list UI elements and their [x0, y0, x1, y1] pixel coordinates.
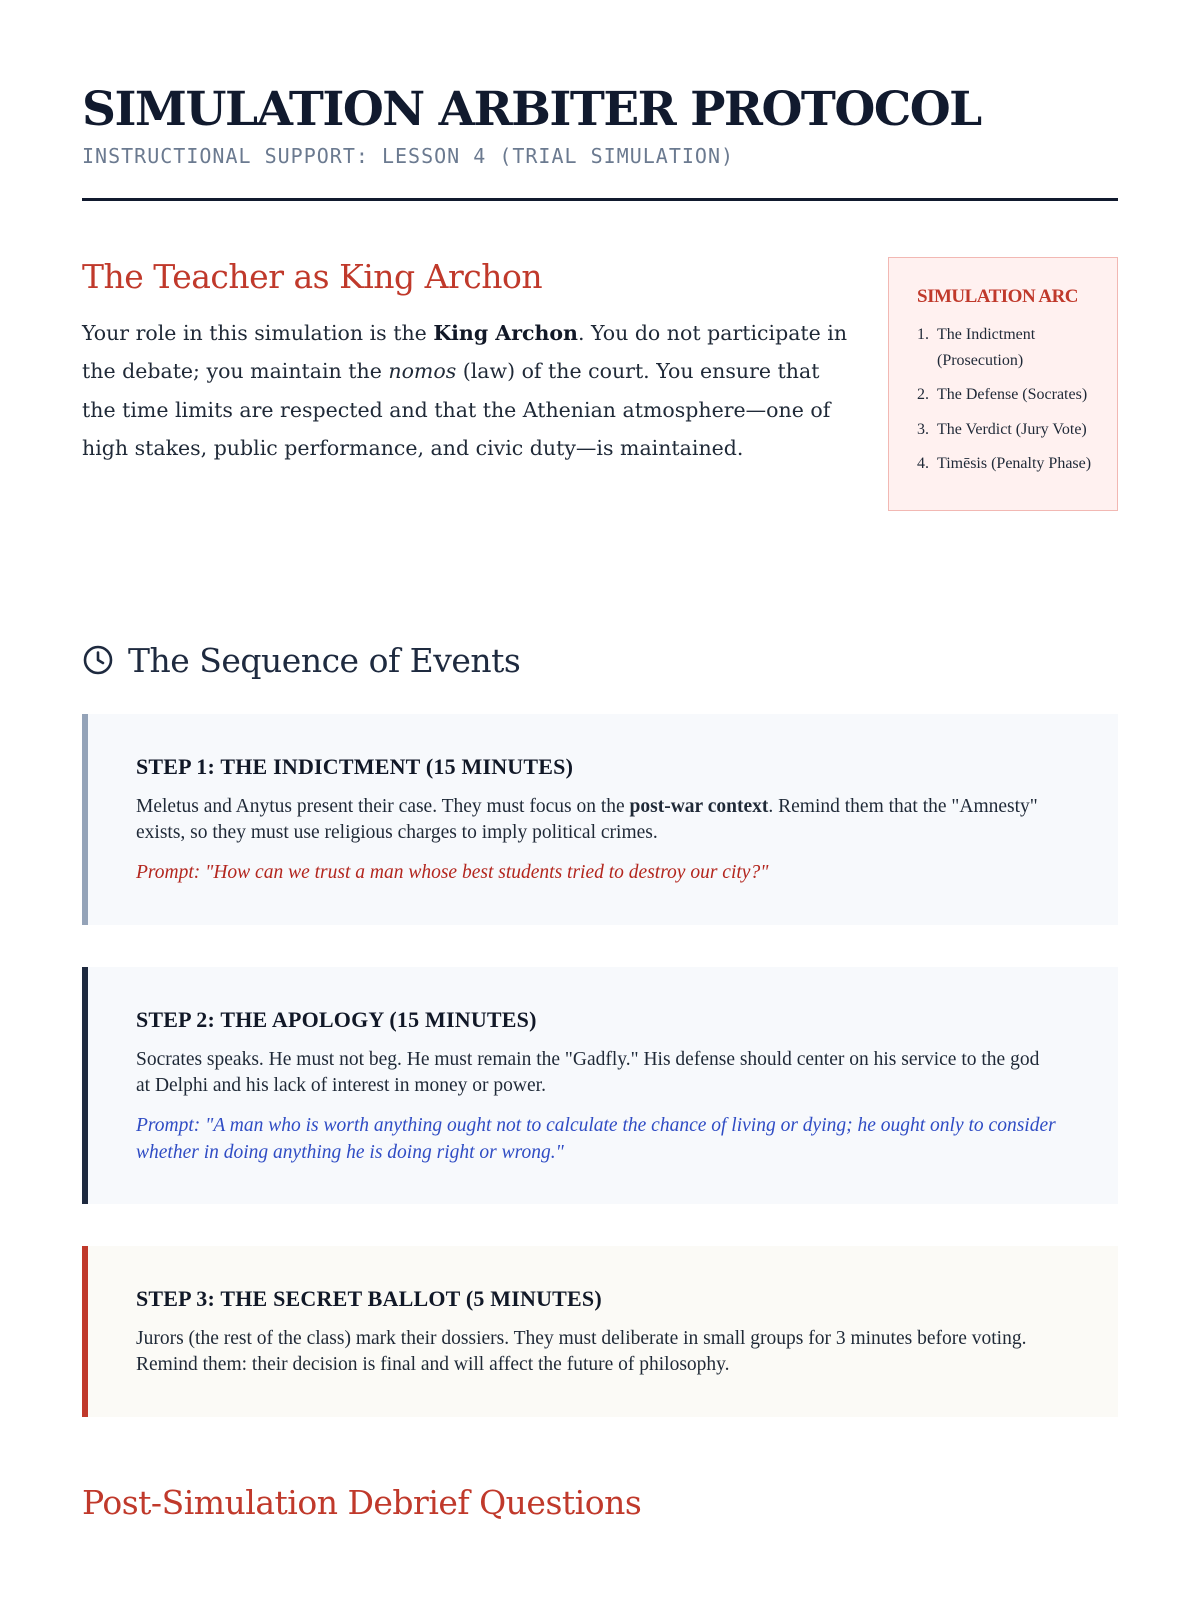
- intro-heading: The Teacher as King Archon: [82, 256, 543, 296]
- intro-text-3: (law) of the court. You ensure that the time limits are respected and that the Athenian atmosphere—one of high stakes, public performance, and civic duty—is maintained.: [82, 359, 831, 461]
- step-title: STEP 1: THE INDICTMENT (15 MINUTES): [136, 753, 574, 779]
- step-card-secret-ballot: [82, 1246, 1118, 1417]
- arc-item-label: The Verdict (Jury Vote): [937, 420, 1087, 438]
- clock-icon: [82, 644, 114, 676]
- intro-main: [82, 257, 852, 468]
- intro-paragraph: [82, 314, 852, 468]
- arc-list: [917, 322, 1095, 478]
- arc-item-number: 4.: [917, 455, 929, 473]
- step-text: Jurors (the rest of the class) mark their dossiers. They must deliberate in small groups for 3 minutes before voting. Remind them: their decision is final and will affect the future of philosophy.: [136, 1327, 1027, 1376]
- step-card-indictment: [82, 714, 1118, 925]
- arc-item: [917, 417, 1095, 443]
- arc-item-number: 2.: [917, 386, 929, 404]
- sequence-heading: The Sequence of Events: [128, 640, 521, 680]
- step-text: [136, 794, 1058, 847]
- step-prompt: Prompt: "A man who is worth anything ought not to calculate the chance of living or dying; he ought only to consider whether in doing anything he is doing right or wrong.": [136, 1115, 1056, 1163]
- page-title: SIMULATION ARBITER PROTOCOL: [82, 82, 981, 137]
- intro-nomos: nomos: [388, 359, 457, 384]
- intro-section: [82, 257, 1118, 587]
- intro-text-1: Your role in this simulation is the: [82, 320, 434, 345]
- step-title: STEP 2: THE APOLOGY (15 MINUTES): [136, 1006, 537, 1032]
- arc-title: SIMULATION ARC: [917, 285, 1079, 307]
- intro-role: King Archon: [433, 320, 578, 345]
- arc-item-label: The Defense (Socrates): [937, 386, 1088, 404]
- arc-item: [917, 322, 1095, 375]
- step-title: STEP 3: THE SECRET BALLOT (5 MINUTES): [136, 1285, 602, 1311]
- header-divider: [82, 198, 1118, 201]
- arc-item-number: 1.: [917, 325, 929, 343]
- header: [82, 0, 1118, 201]
- step-text-1: Meletus and Anytus present their case. They must focus on the: [136, 795, 630, 817]
- step-text-2: . Remind them that the "Amnesty" exists, so they must use religious charges to imply political crimes.: [136, 795, 1038, 843]
- step-text-bold: post-war context: [629, 795, 769, 817]
- arc-item-label: The Indictment (Prosecution): [937, 325, 1036, 370]
- sequence-heading-row: [82, 641, 1118, 680]
- arc-item-number: 3.: [917, 420, 929, 438]
- arc-item-label: Timēsis (Penalty Phase): [937, 455, 1092, 473]
- arc-item: [917, 382, 1095, 408]
- debrief-section: [82, 1483, 1118, 1522]
- step-text: Socrates speaks. He must not beg. He must remain the "Gadfly." His defense should center on his service to the god at Delphi and his lack of interest in money or power.: [136, 1048, 1040, 1096]
- intro-text-2: . You do not participate in the debate; you maintain the: [82, 320, 848, 384]
- step-card-apology: [82, 967, 1118, 1204]
- step-prompt: Prompt: "How can we trust a man whose best students tried to destroy our city?": [136, 862, 769, 884]
- simulation-arc-box: [888, 257, 1118, 511]
- debrief-heading: Post-Simulation Debrief Questions: [82, 1482, 642, 1522]
- arc-item: [917, 451, 1095, 477]
- page-subtitle: INSTRUCTIONAL SUPPORT: LESSON 4 (TRIAL SIMULATION): [82, 143, 735, 168]
